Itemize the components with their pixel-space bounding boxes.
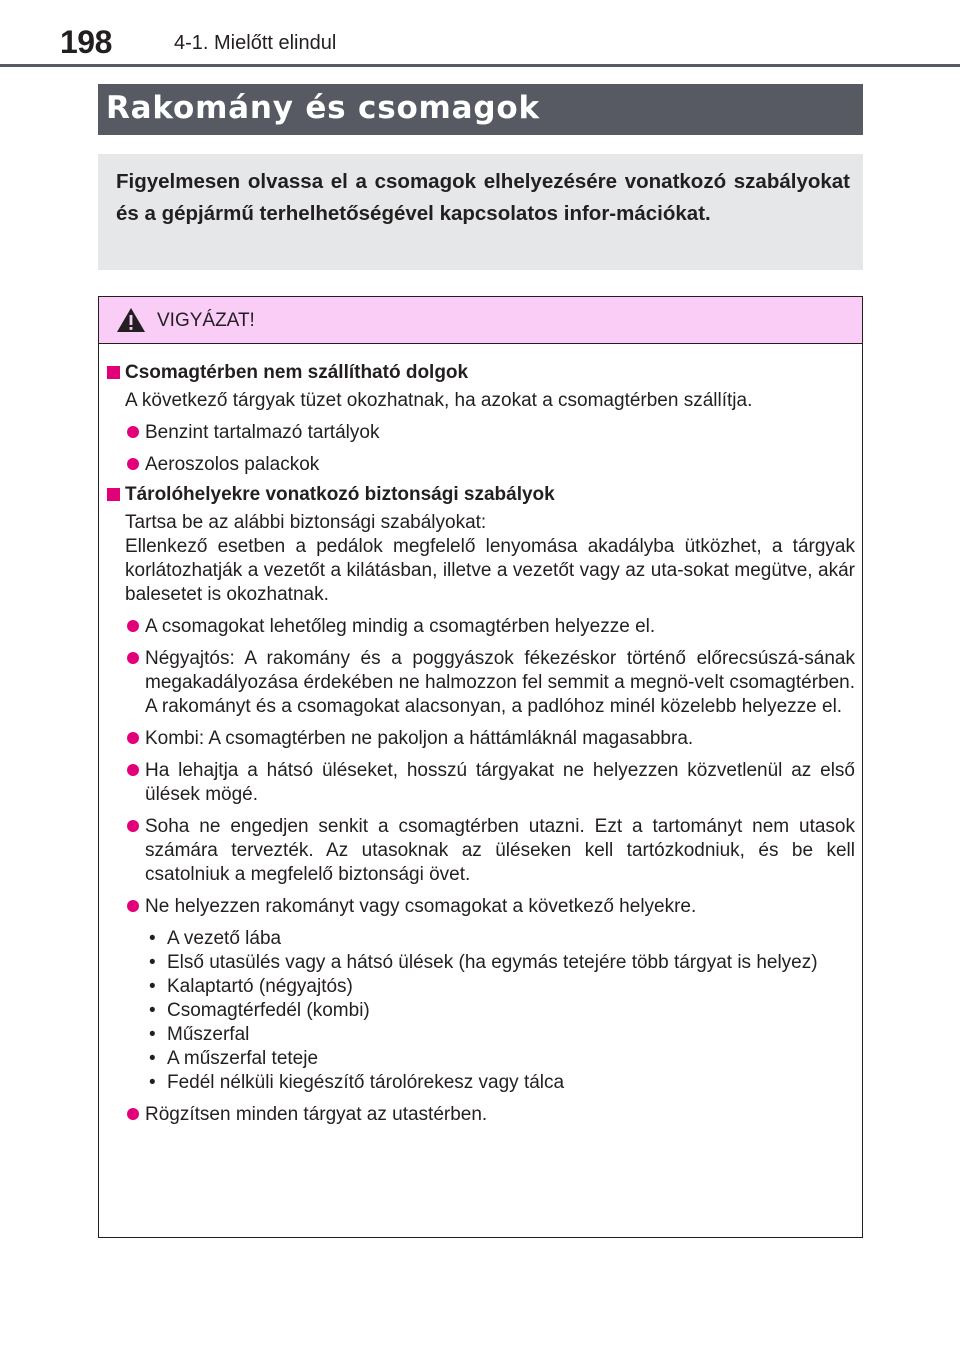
- sub-list-item: • A műszerfal teteje: [149, 1048, 319, 1069]
- list-item: A csomagokat lehetőleg mindig a csomagtérben helyezze el.: [105, 615, 855, 639]
- warning-content: [105, 361, 855, 1127]
- warning-header: [99, 297, 862, 344]
- section-heading: Csomagtérben nem szállítható dolgok: [105, 361, 855, 385]
- section-label: 4-1. Mielőtt elindul: [174, 32, 337, 54]
- list-item: Kombi: A csomagtérben ne pakoljon a háttámláknál magasabbra.: [105, 727, 855, 751]
- small-bullet-icon: •: [149, 1024, 156, 1045]
- round-bullet-icon: [127, 620, 139, 632]
- small-bullet-icon: •: [149, 976, 156, 997]
- list-item: Ha lehajtja a hátsó üléseket, hosszú tárgyakat ne helyezzen közvetlenül az első ülések mögé.: [105, 759, 855, 807]
- sub-list-item: • Csomagtérfedél (kombi): [149, 1000, 370, 1021]
- round-bullet-icon: [127, 1108, 139, 1120]
- warning-label: VIGYÁZAT!: [157, 310, 255, 331]
- list-item: Benzint tartalmazó tartályok: [105, 421, 855, 445]
- small-bullet-icon: •: [149, 1048, 156, 1069]
- page-header: [0, 0, 960, 66]
- square-bullet-icon: [107, 366, 120, 379]
- intro-text: Figyelmesen olvassa el a csomagok elhelyezésére vonatkozó szabályokat és a gépjármű terhelhetőségével kapcsolatos infor-mációkat.: [116, 170, 850, 225]
- page-title: Rakomány és csomagok: [106, 90, 540, 126]
- sub-list-item: • A vezető lába: [149, 928, 282, 949]
- round-bullet-icon: [127, 900, 139, 912]
- round-bullet-icon: [127, 764, 139, 776]
- round-bullet-icon: [127, 458, 139, 470]
- sub-list-item: • Kalaptartó (négyajtós): [149, 976, 353, 997]
- sub-list-item: • Fedél nélküli kiegészítő tárolórekesz vagy tálca: [149, 1072, 565, 1093]
- small-bullet-icon: •: [149, 928, 156, 949]
- list-item: Rögzítsen minden tárgyat az utastérben.: [105, 1103, 855, 1127]
- sub-list-item: • Műszerfal: [149, 1024, 250, 1045]
- intro-box: [98, 154, 863, 270]
- round-bullet-icon: [127, 732, 139, 744]
- list-item: Négyajtós: A rakomány és a poggyászok fékezéskor történő előrecsúszá-sának megakadályozása érdekében ne halmozzon fel semmit a megnö-velt csomagtérben. A rakományt és a csomagokat alacsonyan, a padlóhoz minél közelebb helyezze el.: [105, 647, 855, 719]
- list-item: Soha ne engedjen senkit a csomagtérben utazni. Ezt a tartományt nem utasok számára tervezték. Az utasoknak az üléseken kell tartózkodniuk, és be kell csatolniuk a megfelelő biztonsági övet.: [105, 815, 855, 887]
- list-item: Ne helyezzen rakományt vagy csomagokat a következő helyekre.: [105, 895, 855, 919]
- round-bullet-icon: [127, 820, 139, 832]
- sub-list-item: • Első utasülés vagy a hátsó ülések (ha egymás tetejére több tárgyat is helyez): [149, 952, 818, 973]
- section-heading: Tárolóhelyekre vonatkozó biztonsági szabályok: [105, 483, 855, 507]
- round-bullet-icon: [127, 652, 139, 664]
- header-divider: [0, 64, 960, 67]
- section-text: Tartsa be az alábbi biztonsági szabályokat:: [125, 512, 487, 533]
- square-bullet-icon: [107, 488, 120, 501]
- warning-triangle-icon: [116, 307, 146, 333]
- small-bullet-icon: •: [149, 1072, 156, 1093]
- title-bar: [98, 84, 863, 135]
- sub-list: [105, 927, 855, 1095]
- warning-box: [98, 296, 863, 1238]
- section-text: Ellenkező esetben a pedálok megfelelő lenyomása akadályba ütközhet, a tárgyak korlátozhatják a vezetőt a kilátásban, illetve a vezetőt vagy az uta-sokat megütve, akár balesetet is okozhatnak.: [125, 536, 855, 605]
- section-text: A következő tárgyak tüzet okozhatnak, ha azokat a csomagtérben szállítja.: [125, 390, 753, 411]
- page-number: 198: [60, 24, 112, 60]
- small-bullet-icon: •: [149, 952, 156, 973]
- list-item: Aeroszolos palackok: [105, 453, 855, 477]
- round-bullet-icon: [127, 426, 139, 438]
- small-bullet-icon: •: [149, 1000, 156, 1021]
